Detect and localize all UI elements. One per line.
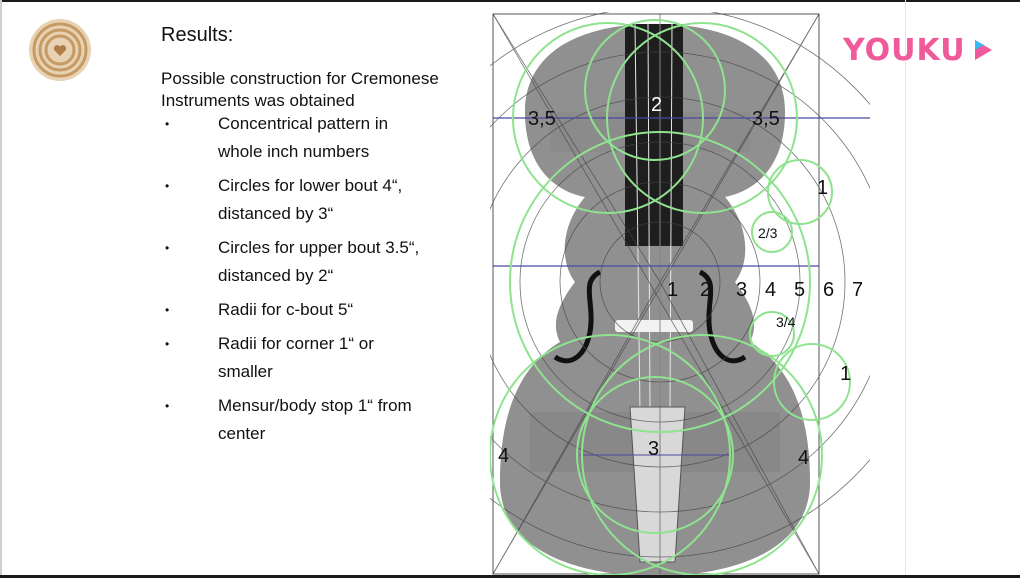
label-radius-3: 3 [736,279,748,301]
slide-title: Results: [161,24,234,46]
label-upper-left: 3,5 [528,108,556,130]
label-radius-7: 7 [852,279,864,301]
play-arrow-icon [970,37,996,63]
bullet-dot: • [165,337,170,351]
bullet-text: Radii for corner 1“ or [218,334,374,353]
label-radius-5: 5 [794,279,806,301]
list-item [165,234,485,290]
bullet-dot: • [165,303,170,317]
bullet-text: smaller [218,362,273,381]
bullet-text: Concentrical pattern in [218,114,389,133]
label-radius-1: 1 [667,279,679,301]
label-corner-lower: 1 [840,363,852,385]
bullet-text: distanced by 2“ [218,266,334,285]
label-radius-6: 6 [823,279,835,301]
bullet-text: Mensur/body stop 1“ from [218,396,412,415]
top-border [0,0,1020,2]
bullet-text: distanced by 3“ [218,204,334,223]
bullet-list [165,110,485,454]
label-lower-center: 3 [648,438,660,460]
bullet-text: Circles for upper bout 3.5“, [218,238,420,257]
youku-watermark [843,32,996,68]
label-corner-upper: 1 [817,177,829,199]
left-border [0,0,2,578]
label-lower-right: 4 [798,447,810,469]
label-c-upper: 2/3 [758,225,778,241]
bullet-dot: • [165,241,170,255]
label-upper-right: 3,5 [752,108,780,130]
label-radius-2: 2 [700,279,712,301]
intro-line: Possible construction for Cremonese [161,69,439,88]
intro-line: Instruments was obtained [161,91,355,110]
list-item [165,296,485,324]
list-item [165,110,485,166]
bullet-dot: • [165,117,170,131]
label-radius-4: 4 [765,279,777,301]
bullet-text: center [218,424,266,443]
heart-rings-icon [28,18,92,82]
list-item [165,392,485,448]
intro-text [161,68,491,112]
label-upper-center: 2 [651,94,663,116]
list-item [165,172,485,228]
right-divider [905,0,906,578]
bullet-text: Radii for c-bout 5“ [218,300,354,319]
violin-construction-figure [490,12,870,578]
bullet-dot: • [165,399,170,413]
bullet-text: Circles for lower bout 4“, [218,176,403,195]
bullet-text: whole inch numbers [218,142,370,161]
label-lower-left: 4 [498,445,510,467]
label-c-lower: 3/4 [776,314,796,330]
bullet-dot: • [165,179,170,193]
watermark-text: YOUKU [843,32,966,68]
list-item [165,330,485,386]
